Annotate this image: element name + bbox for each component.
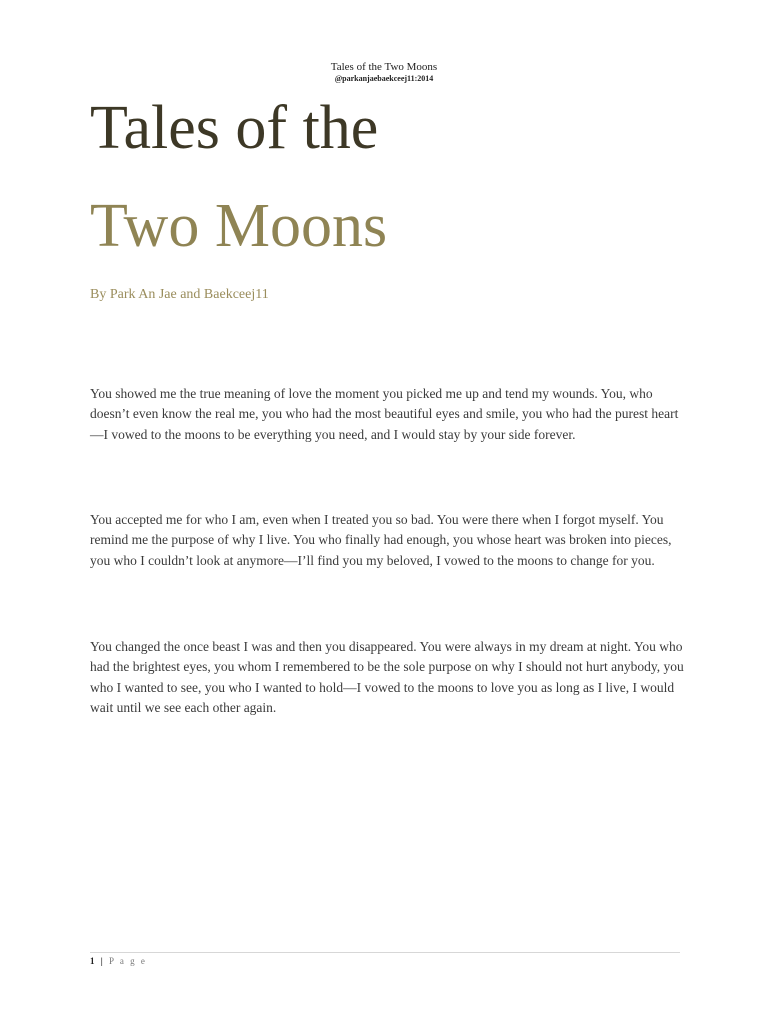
page-number: 1 <box>90 956 97 966</box>
author-byline: By Park An Jae and Baekceej11 <box>90 287 269 302</box>
paragraph-1: You showed me the true meaning of love the moment you picked me up and tend my wounds. You, who doesn’t even know the real me, you who had the most beautiful eyes and smile, you who had the purest heart—I vowed to the moons to be everything you need, and I would stay by your side forever. <box>90 386 679 442</box>
paragraph-3: You changed the once beast I was and then you disappeared. You were always in my dream at night. You who had the brightest eyes, you whom I remembered to be the sole purpose on why I should not hurt anybody, you who I wanted to see, you who I wanted to hold—I vowed to the moons to love you as long as I live, I would wait until we see each other again. <box>90 639 684 715</box>
page-footer <box>90 955 147 967</box>
header-copyright: @parkanjaebaekceej11:2014 <box>334 74 434 83</box>
document-title-line-1: Tales of the <box>90 94 379 162</box>
paragraph-2: You accepted me for who I am, even when I treated you so bad. You were there when I forgot myself. You remind me the purpose of why I live. You who finally had enough, you whose heart was broken into pieces, you who I couldn’t look at anymore—I’ll find you my beloved, I vowed to the moons to change for you. <box>90 512 672 568</box>
document-title-line-2: Two Moons <box>90 192 388 260</box>
header-title: Tales of the Two Moons <box>330 61 438 73</box>
running-header <box>0 60 768 84</box>
footer-divider <box>90 952 680 953</box>
page-label: P a g e <box>108 956 147 966</box>
page-separator: | <box>100 956 105 966</box>
